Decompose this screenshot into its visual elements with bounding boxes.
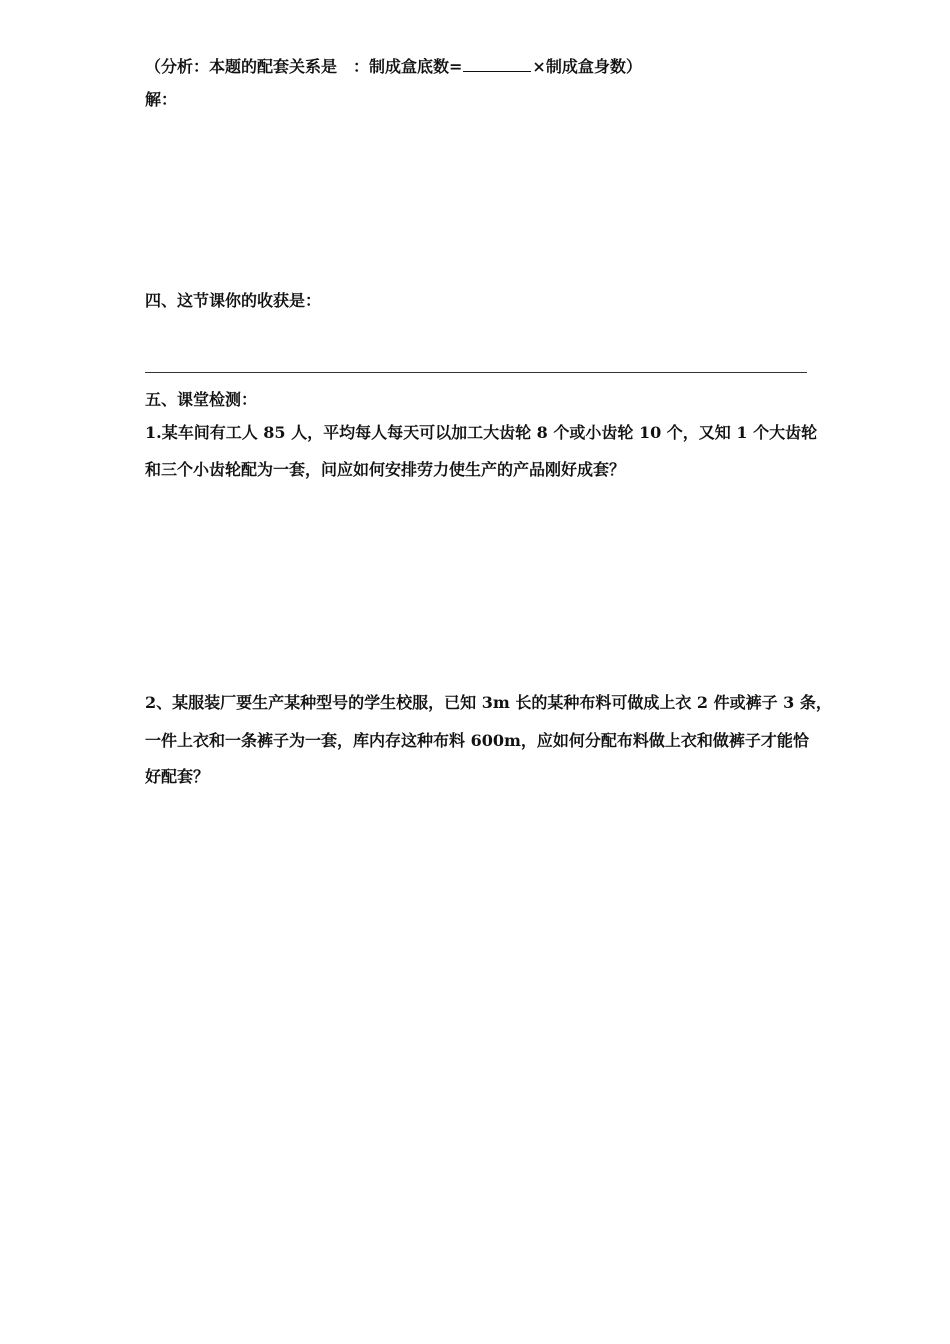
- question1-answer-space[interactable]: [145, 490, 807, 685]
- question2-answer-space[interactable]: [145, 800, 807, 1280]
- question2-line2: 一件上衣和一条裤子为一套，库内存这种布料 600m，应如何分配布料做上衣和做裤子才能恰: [145, 731, 809, 750]
- analysis-suffix: ×制成盒身数）: [532, 57, 642, 76]
- answer-underline: [145, 372, 807, 373]
- solution-answer-space[interactable]: [145, 115, 807, 285]
- analysis-prefix: （分析：本题的配套关系是 ：制成盒底数=: [145, 57, 463, 76]
- section4-answer-space[interactable]: [145, 318, 807, 368]
- section4-heading: 四、这节课你的收获是：: [145, 291, 322, 310]
- solution-label: 解：: [145, 90, 178, 109]
- question2-line3: 好配套？: [145, 767, 210, 786]
- section5-heading: 五、课堂检测：: [145, 390, 258, 409]
- question2-line1: 2、某服装厂要生产某种型号的学生校服，已知 3m 长的某种布料可做成上衣 2 件或裤子 3 条，: [145, 693, 832, 712]
- question1-line2: 和三个小齿轮配为一套，问应如何安排劳力使生产的产品刚好成套？: [145, 460, 626, 479]
- analysis-line: [145, 56, 807, 78]
- fill-in-blank[interactable]: [463, 56, 531, 72]
- question1-line1: 1.某车间有工人 85 人，平均每人每天可以加工大齿轮 8 个或小齿轮 10 个，又知 1 个大齿轮: [145, 423, 818, 442]
